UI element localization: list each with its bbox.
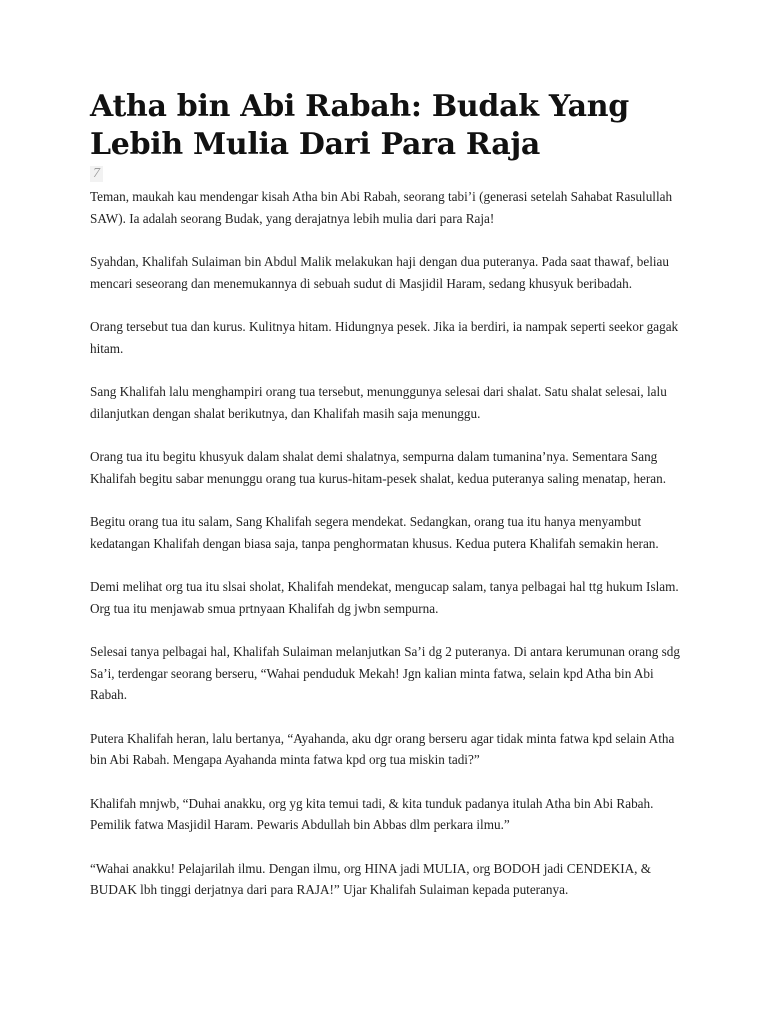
paragraph: Sang Khalifah lalu menghampiri orang tua tersebut, menunggunya selesai dari shalat. Satu shalat selesai, lalu dilanjutkan dengan shalat berikutnya, dan Khalifah masih saja menunggu. — [90, 384, 667, 421]
paragraph: Khalifah mnjwb, “Duhai anakku, org yg kita temui tadi, & kita tunduk padanya itulah Atha bin Abi Rabah. Pemilik fatwa Masjidil Haram. Pewaris Abdullah bin Abbas dlm perkara ilmu.” — [90, 795, 654, 832]
paragraph: Begitu orang tua itu salam, Sang Khalifah segera mendekat. Sedangkan, orang tua itu hanya menyambut kedatangan Khalifah dengan biasa saja, tanpa penghormatan khusus. Kedua putera Khalifah semakin heran. — [90, 514, 659, 551]
paragraph: Putera Khalifah heran, lalu bertanya, “Ayahanda, aku dgr orang berseru agar tidak minta fatwa kpd selain Atha bin Abi Rabah. Mengapa Ayahanda minta fatwa kpd org tua miskin tadi?” — [90, 730, 675, 767]
paragraph: Selesai tanya pelbagai hal, Khalifah Sulaiman melanjutkan Sa’i dg 2 puteranya. Di antara kerumunan orang sdg Sa’i, terdengar seorang berseru, “Wahai penduduk Mekah! Jgn kalian minta fatwa, selain kpd Atha bin Abi Rabah. — [90, 644, 680, 702]
paragraph: Orang tua itu begitu khusyuk dalam shalat demi shalatnya, sempurna dalam tumanina’nya. Sementara Sang Khalifah begitu sabar menunggu orang tua kurus-hitam-pesek shalat, kedua puteranya saling menatap, heran. — [90, 449, 667, 486]
document-title: Atha bin Abi Rabah: Budak Yang Lebih Mulia Dari Para Raja — [90, 89, 629, 162]
document-page — [90, 88, 690, 923]
paragraph: Syahdan, Khalifah Sulaiman bin Abdul Malik melakukan haji dengan dua puteranya. Pada saat thawaf, beliau mencari seseorang dan menemukannya di sebuah sudut di Masjidil Haram, sedang khusyuk beribadah. — [90, 254, 669, 291]
paragraph: “Wahai anakku! Pelajarilah ilmu. Dengan ilmu, org HINA jadi MULIA, org BODOH jadi CENDEKIA, & BUDAK lbh tinggi derjatnya dari para RAJA!” Ujar Khalifah Sulaiman kepada puteranya. — [90, 860, 652, 897]
paragraph: Demi melihat org tua itu slsai sholat, Khalifah mendekat, mengucap salam, tanya pelbagai hal ttg hukum Islam. Org tua itu menjawab smua prtnyaan Khalifah dg jwbn sempurna. — [90, 579, 679, 616]
document-body — [90, 186, 690, 901]
paragraph: Teman, maukah kau mendengar kisah Atha bin Abi Rabah, seorang tabi’i (generasi setelah Sahabat Rasulullah SAW). Ia adalah seorang Budak, yang derajatnya lebih mulia dari para Raja! — [90, 189, 673, 226]
paragraph: Orang tersebut tua dan kurus. Kulitnya hitam. Hidungnya pesek. Jika ia berdiri, ia nampak seperti seekor gagak hitam. — [90, 319, 679, 356]
rating-badge: 7 — [90, 166, 103, 182]
